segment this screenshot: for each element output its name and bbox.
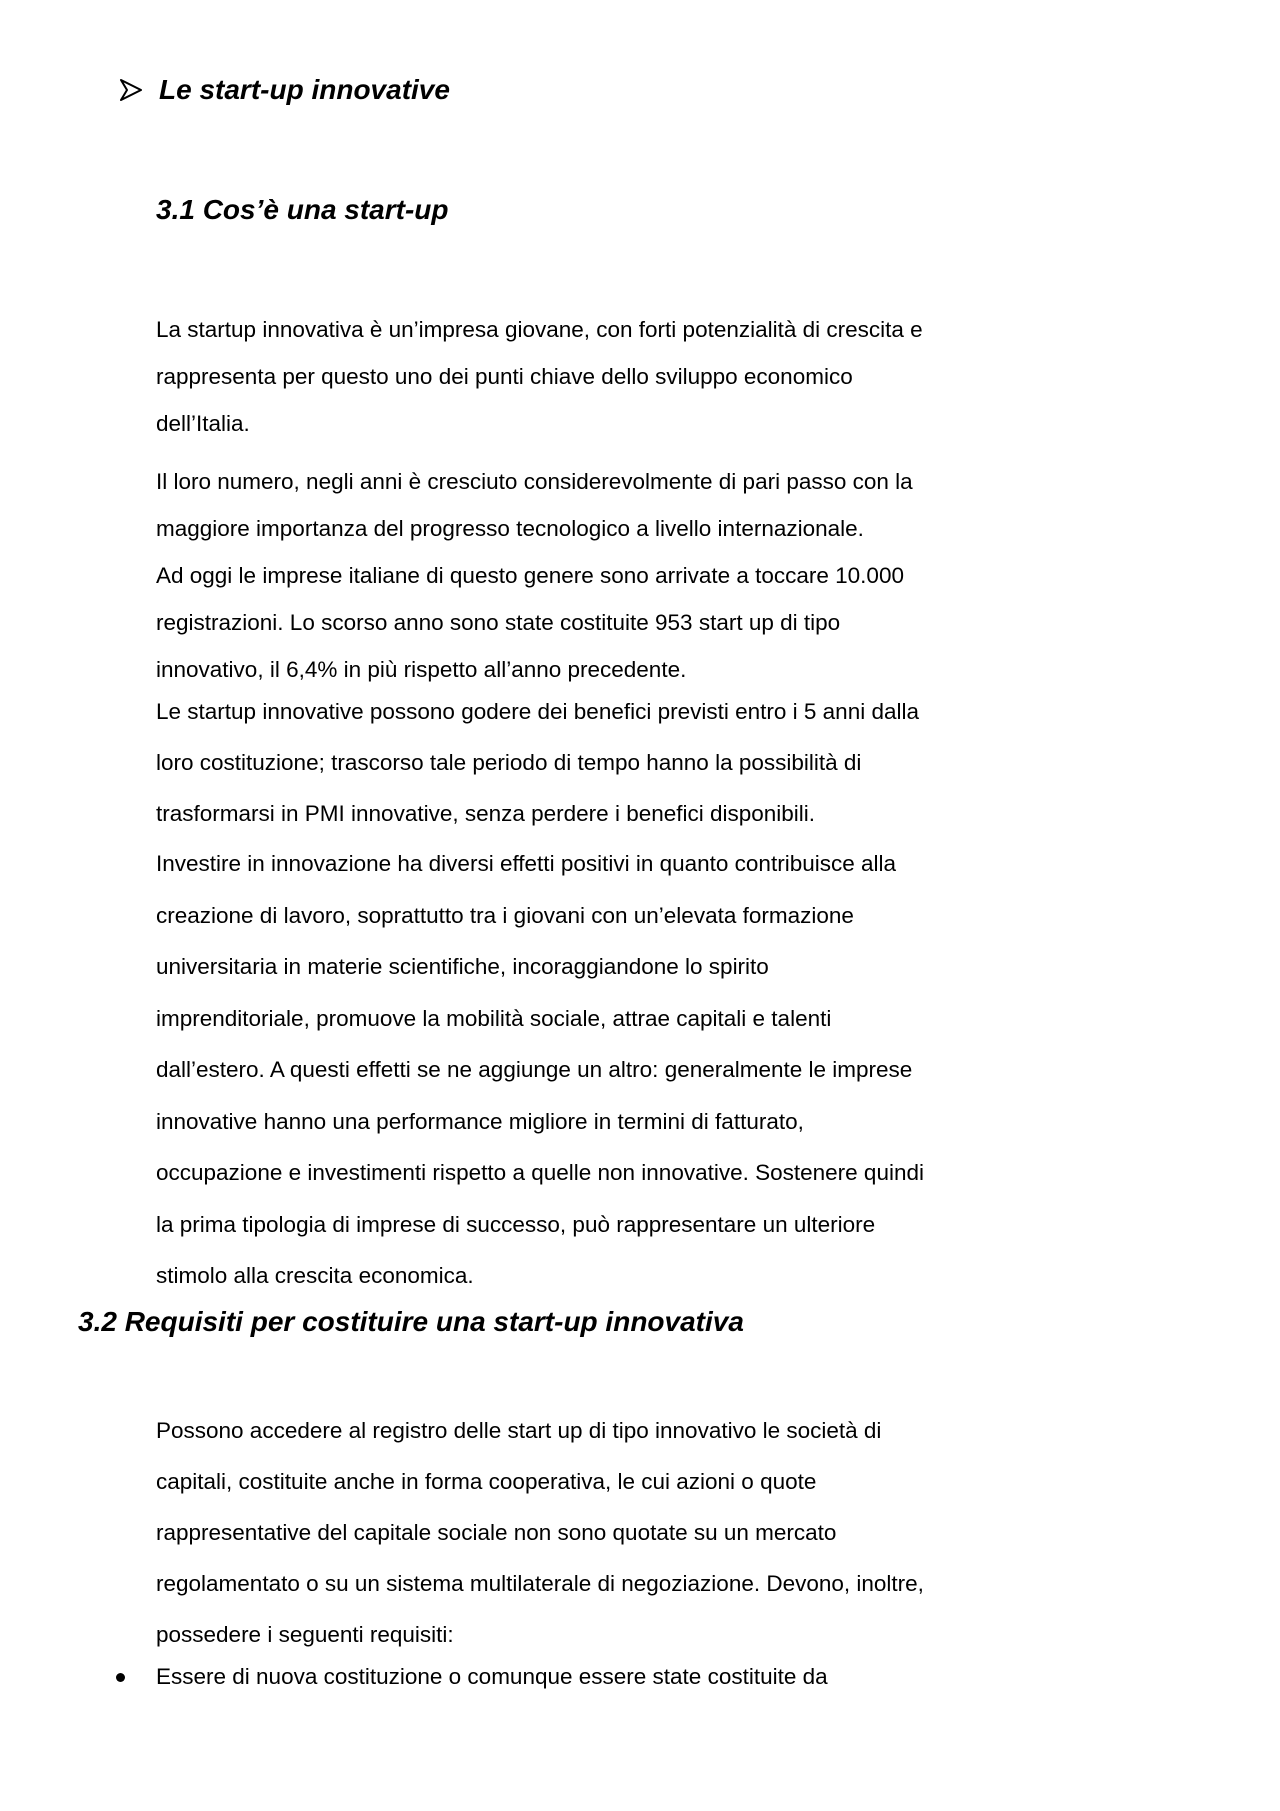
paragraph-line: innovative hanno una performance migliore in termini di fatturato, <box>156 1108 804 1134</box>
main-heading <box>119 74 450 106</box>
main-heading-text: Le start-up innovative <box>159 74 450 105</box>
paragraph-line: Il loro numero, negli anni è cresciuto considerevolmente di pari passo con la <box>156 469 913 494</box>
paragraph-line: stimolo alla crescita economica. <box>156 1263 474 1288</box>
paragraph <box>156 552 904 693</box>
paragraph-line: possedere i seguenti requisiti: <box>156 1622 454 1647</box>
paragraph-line: Possono accedere al registro delle start up di tipo innovativo le società di <box>156 1418 882 1443</box>
bullet-dot-icon <box>116 1673 125 1682</box>
paragraph-line: rappresenta per questo uno dei punti chiave dello sviluppo economico <box>156 364 853 389</box>
paragraph <box>156 306 923 447</box>
paragraph-line: capitali, costituite anche in forma cooperativa, le cui azioni o quote <box>156 1469 817 1494</box>
paragraph-line: rappresentative del capitale sociale non sono quotate su un mercato <box>156 1520 837 1545</box>
paragraph-line: Ad oggi le imprese italiane di questo genere sono arrivate a toccare 10.000 <box>156 563 904 588</box>
section-1-title: 3.1 Cos’è una start-up <box>156 194 449 225</box>
paragraph <box>156 686 919 839</box>
list-item <box>116 1664 828 1690</box>
paragraph-line: innovativo, il 6,4% in più rispetto all’anno precedente. <box>156 657 687 682</box>
paragraph <box>156 1405 924 1660</box>
paragraph-line: loro costituzione; trascorso tale periodo di tempo hanno la possibilità di <box>156 750 862 775</box>
paragraph-line: regolamentato o su un sistema multilaterale di negoziazione. Devono, inoltre, <box>156 1571 924 1596</box>
paragraph-line: la prima tipologia di imprese di successo, può rappresentare un ulteriore <box>156 1211 876 1237</box>
section-2-title: 3.2 Requisiti per costituire una start-up innovativa <box>78 1306 744 1337</box>
paragraph-line: registrazioni. Lo scorso anno sono state costituite 953 start up di tipo <box>156 610 841 635</box>
paragraph-line: trasformarsi in PMI innovative, senza perdere i benefici disponibili. <box>156 801 816 826</box>
arrow-bullet-icon <box>119 78 143 102</box>
paragraph-line: dall’estero. A questi effetti se ne aggiunge un altro: generalmente le imprese <box>156 1057 913 1082</box>
paragraph-line: creazione di lavoro, soprattutto tra i giovani con un’elevata formazione <box>156 902 854 928</box>
paragraph-line: Investire in innovazione ha diversi effetti positivi in quanto contribuisce alla <box>156 851 897 876</box>
paragraph-line: imprenditoriale, promuove la mobilità sociale, attrae capitali e talenti <box>156 1005 832 1031</box>
paragraph-line: maggiore importanza del progresso tecnologico a livello internazionale. <box>156 516 864 541</box>
paragraph <box>156 458 913 552</box>
paragraph-line: universitaria in materie scientifiche, incoraggiandone lo spirito <box>156 954 769 979</box>
paragraph-line: Le startup innovative possono godere dei benefici previsti entro i 5 anni dalla <box>156 699 919 724</box>
paragraph-line: occupazione e investimenti rispetto a quelle non innovative. Sostenere quindi <box>156 1160 924 1185</box>
list-item-text: Essere di nuova costituzione o comunque essere state costituite da <box>156 1664 828 1689</box>
paragraph-line: dell’Italia. <box>156 411 250 436</box>
paragraph-line: La startup innovativa è un’impresa giovane, con forti potenzialità di crescita e <box>156 317 923 342</box>
paragraph <box>156 838 924 1302</box>
